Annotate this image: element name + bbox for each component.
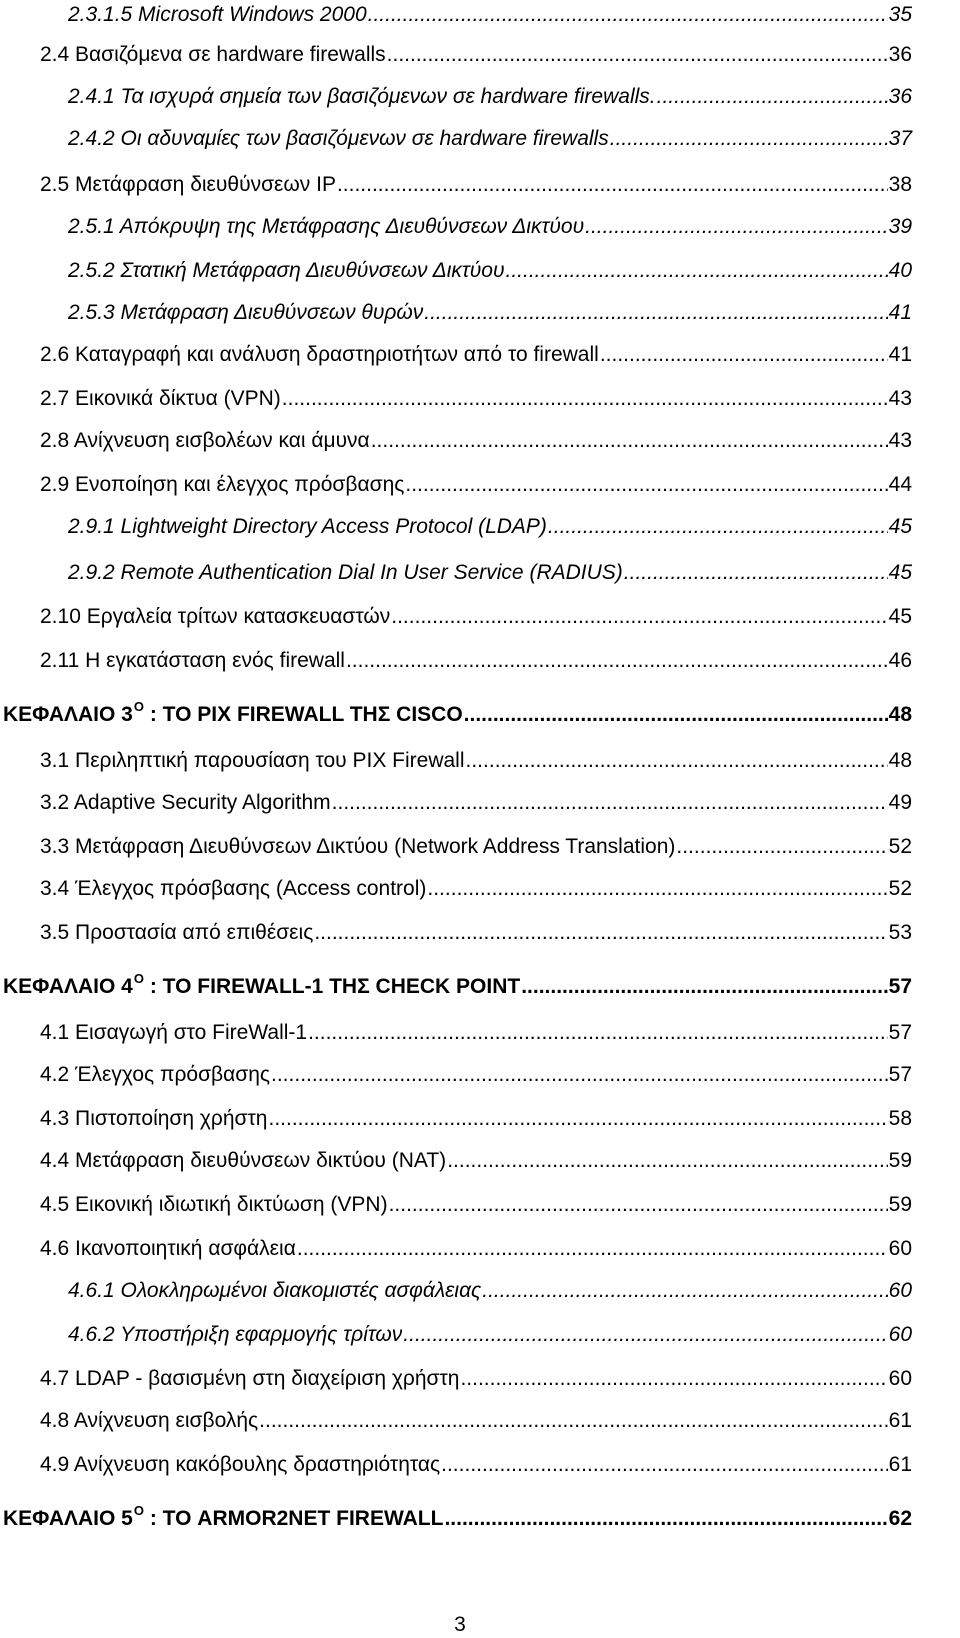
- dot-leader: [447, 1146, 887, 1176]
- toc-entry-title: 2.5.3 Μετάφραση Διευθύνσεων θυρών: [68, 301, 424, 324]
- page-number: 3: [454, 1613, 466, 1636]
- toc-page-number: 41: [888, 343, 912, 366]
- chapter-label-title: : ΤΟ PIX FIREWALL ΤΗΣ CISCO: [144, 703, 463, 726]
- toc-section-entry[interactable]: [0, 1060, 960, 1090]
- chapter-label-title: : ΤΟ FIREWALL-1 ΤΗΣ CHECK POINT: [144, 975, 521, 998]
- dot-leader: [521, 972, 887, 1002]
- toc-subsection-entry[interactable]: [0, 124, 960, 154]
- chapter-label-title: : ΤΟ ARMOR2NET FIREWALL: [144, 1507, 444, 1530]
- toc-page-number: 40: [888, 259, 912, 282]
- toc-subsection-entry[interactable]: [0, 558, 960, 588]
- toc-entry-title: 4.2 Έλεγχος πρόσβασης: [40, 1063, 271, 1086]
- toc-section-entry[interactable]: [0, 1146, 960, 1176]
- toc-page-number: 43: [888, 387, 912, 410]
- dot-leader: [460, 1364, 887, 1394]
- dot-leader: [506, 256, 888, 286]
- dot-leader: [424, 298, 887, 328]
- toc-page-number: 44: [888, 473, 912, 496]
- dot-leader: [464, 700, 888, 730]
- toc-entry-title: 4.8 Ανίχνευση εισβολής: [40, 1409, 259, 1432]
- chapter-ordinal-superscript: Ο: [133, 1503, 144, 1518]
- toc-chapter-entry[interactable]: [0, 700, 960, 730]
- toc-page-number: 60: [888, 1367, 912, 1390]
- dot-leader: [387, 40, 888, 70]
- dot-leader: [657, 82, 888, 112]
- toc-page-number: 37: [888, 127, 912, 150]
- toc-entry-title: 3.4 Έλεγχος πρόσβασης (Access control): [40, 877, 427, 900]
- toc-section-entry[interactable]: [0, 170, 960, 200]
- dot-leader: [676, 832, 887, 862]
- dot-leader: [297, 1234, 888, 1264]
- toc-page-number: 60: [888, 1279, 912, 1302]
- dot-leader: [624, 558, 888, 588]
- toc-entry-title: 2.11 Η εγκατάσταση ενός firewall: [40, 649, 345, 672]
- toc-page-number: 58: [888, 1107, 912, 1130]
- toc-entry-title: 4.6.2 Υποστήριξη εφαρμογής τρίτων: [68, 1323, 403, 1346]
- toc-subsection-entry[interactable]: [0, 512, 960, 542]
- toc-chapter-entry[interactable]: [0, 972, 960, 1002]
- toc-entry-title: 2.4 Βασιζόμενα σε hardware firewalls: [40, 43, 386, 66]
- dot-leader: [403, 1320, 887, 1350]
- toc-entry-title: 4.7 LDAP - βασισμένη στη διαχείριση χρήστη: [40, 1367, 460, 1390]
- chapter-ordinal-superscript: Ο: [133, 971, 144, 986]
- toc-page-number: 57: [888, 975, 912, 998]
- toc-section-entry[interactable]: [0, 40, 960, 70]
- toc-section-entry[interactable]: [0, 788, 960, 818]
- toc-page-number: 53: [888, 921, 912, 944]
- toc-entry-title: 2.6 Καταγραφή και ανάλυση δραστηριοτήτων από το firewall: [40, 343, 599, 366]
- toc-entry-title: 2.3.1.5 Microsoft Windows 2000: [68, 3, 367, 26]
- toc-entry-title: 2.7 Εικονικά δίκτυα (VPN): [40, 387, 281, 410]
- toc-entry-title: [3, 1504, 443, 1534]
- dot-leader: [371, 426, 888, 456]
- dot-leader: [308, 1018, 888, 1048]
- toc-entry-title: 4.5 Εικονική ιδιωτική δικτύωση (VPN): [40, 1193, 388, 1216]
- toc-page-number: 36: [888, 43, 912, 66]
- dot-leader: [346, 646, 888, 676]
- toc-entry-title: 4.3 Πιστοποίηση χρήστη: [40, 1107, 268, 1130]
- toc-entry-title: 2.4.2 Οι αδυναμίες των βασιζόμενων σε hardware firewalls: [68, 127, 609, 150]
- toc-section-entry[interactable]: [0, 340, 960, 370]
- toc-entry-title: 2.5 Μετάφραση διευθύνσεων IP: [40, 173, 336, 196]
- toc-page-number: 59: [888, 1193, 912, 1216]
- toc-page-number: 41: [888, 301, 912, 324]
- toc-subsection-entry[interactable]: [0, 1276, 960, 1306]
- dot-leader: [405, 470, 887, 500]
- dot-leader: [368, 0, 888, 30]
- toc-subsection-entry[interactable]: [0, 0, 960, 30]
- chapter-label-prefix: ΚΕΦΑΛΑΙΟ 5: [3, 1507, 133, 1530]
- toc-page-number: 60: [888, 1237, 912, 1260]
- chapter-label-prefix: ΚΕΦΑΛΑΙΟ 4: [3, 975, 133, 998]
- toc-section-entry[interactable]: [0, 602, 960, 632]
- toc-page-number: 48: [888, 749, 912, 772]
- toc-page-number: 61: [888, 1409, 912, 1432]
- toc-entry-title: 4.6 Ικανοποιητική ασφάλεια: [40, 1237, 296, 1260]
- toc-page-number: 43: [888, 429, 912, 452]
- toc-subsection-entry[interactable]: [0, 1320, 960, 1350]
- toc-subsection-entry[interactable]: [0, 212, 960, 242]
- dot-leader: [259, 1406, 887, 1436]
- toc-section-entry[interactable]: [0, 874, 960, 904]
- dot-leader: [271, 1060, 888, 1090]
- dot-leader: [466, 746, 888, 776]
- toc-subsection-entry[interactable]: [0, 256, 960, 286]
- toc-page-number: 62: [888, 1507, 912, 1530]
- toc-page-number: 46: [888, 649, 912, 672]
- toc-page-number: 45: [888, 605, 912, 628]
- dot-leader: [585, 212, 888, 242]
- toc-entry-title: 2.9.2 Remote Authentication Dial In User Service (RADIUS): [68, 561, 623, 584]
- toc-page-number: 49: [888, 791, 912, 814]
- toc-section-entry[interactable]: [0, 470, 960, 500]
- toc-page-number: 45: [888, 561, 912, 584]
- dot-leader: [548, 512, 888, 542]
- toc-entry-title: 3.1 Περιληπτική παρουσίαση του PIX Firewall: [40, 749, 465, 772]
- toc-entry-title: 2.5.1 Απόκρυψη της Μετάφρασης Διευθύνσεων Δικτύου: [68, 215, 585, 238]
- toc-subsection-entry[interactable]: [0, 82, 960, 112]
- toc-section-entry[interactable]: [0, 426, 960, 456]
- toc-section-entry[interactable]: [0, 646, 960, 676]
- toc-subsection-entry[interactable]: [0, 298, 960, 328]
- toc-page-number: 61: [888, 1453, 912, 1476]
- dot-leader: [337, 170, 888, 200]
- toc-page-number: 36: [888, 85, 912, 108]
- dot-leader: [441, 1450, 888, 1480]
- toc-entry-title: [3, 700, 463, 730]
- toc-section-entry[interactable]: [0, 1234, 960, 1264]
- dot-leader: [314, 918, 887, 948]
- dot-leader: [282, 384, 888, 414]
- toc-entry-title: 3.2 Adaptive Security Algorithm: [40, 791, 331, 814]
- chapter-label-prefix: ΚΕΦΑΛΑΙΟ 3: [3, 703, 133, 726]
- toc-section-entry[interactable]: [0, 384, 960, 414]
- toc-page-number: 45: [888, 515, 912, 538]
- toc-page-number: 52: [888, 877, 912, 900]
- toc-section-entry[interactable]: [0, 832, 960, 862]
- dot-leader: [391, 602, 887, 632]
- toc-section-entry[interactable]: [0, 1364, 960, 1394]
- toc-section-entry[interactable]: [0, 1450, 960, 1480]
- toc-entry-title: [3, 972, 520, 1002]
- toc-section-entry[interactable]: [0, 918, 960, 948]
- toc-page-number: 48: [888, 703, 912, 726]
- toc-page-number: 52: [888, 835, 912, 858]
- toc-entry-title: 4.1 Εισαγωγή στο FireWall-1: [40, 1021, 308, 1044]
- toc-section-entry[interactable]: [0, 1190, 960, 1220]
- chapter-ordinal-superscript: Ο: [133, 699, 144, 714]
- toc-entry-title: 4.6.1 Ολοκληρωμένοι διακομιστές ασφάλειας: [68, 1279, 482, 1302]
- toc-page-number: 57: [888, 1021, 912, 1044]
- toc-entry-title: 2.4.1 Τα ισχυρά σημεία των βασιζόμενων σε hardware firewalls.: [68, 85, 656, 108]
- toc-entry-title: 3.5 Προστασία από επιθέσεις: [40, 921, 314, 944]
- toc-entry-title: 2.5.2 Στατική Μετάφραση Διευθύνσεων Δικτύου: [68, 259, 505, 282]
- toc-page-number: 39: [888, 215, 912, 238]
- toc-section-entry[interactable]: [0, 1104, 960, 1134]
- toc-section-entry[interactable]: [0, 1406, 960, 1436]
- toc-page-number: 60: [888, 1323, 912, 1346]
- dot-leader: [600, 340, 888, 370]
- dot-leader: [332, 788, 888, 818]
- toc-section-entry[interactable]: [0, 746, 960, 776]
- toc-entry-title: 4.9 Ανίχνευση κακόβουλης δραστηριότητας: [40, 1453, 441, 1476]
- toc-section-entry[interactable]: [0, 1018, 960, 1048]
- toc-entry-title: 4.4 Μετάφραση διευθύνσεων δικτύου (NAT): [40, 1149, 447, 1172]
- toc-entry-title: 3.3 Μετάφραση Διευθύνσεων Δικτύου (Network Address Translation): [40, 835, 676, 858]
- dot-leader: [444, 1504, 887, 1534]
- toc-page-number: 57: [888, 1063, 912, 1086]
- toc-page-number: 35: [888, 3, 912, 26]
- dot-leader: [482, 1276, 887, 1306]
- toc-entry-title: 2.10 Εργαλεία τρίτων κατασκευαστών: [40, 605, 391, 628]
- dot-leader: [268, 1104, 887, 1134]
- toc-chapter-entry[interactable]: [0, 1504, 960, 1534]
- dot-leader: [389, 1190, 888, 1220]
- dot-leader: [427, 874, 887, 904]
- toc-entry-title: 2.9 Ενοποίηση και έλεγχος πρόσβασης: [40, 473, 405, 496]
- toc-page-number: 59: [888, 1149, 912, 1172]
- toc-entry-title: 2.8 Ανίχνευση εισβολέων και άμυνα: [40, 429, 370, 452]
- toc-page-number: 38: [888, 173, 912, 196]
- dot-leader: [610, 124, 888, 154]
- toc-entry-title: 2.9.1 Lightweight Directory Access Protocol (LDAP): [68, 515, 547, 538]
